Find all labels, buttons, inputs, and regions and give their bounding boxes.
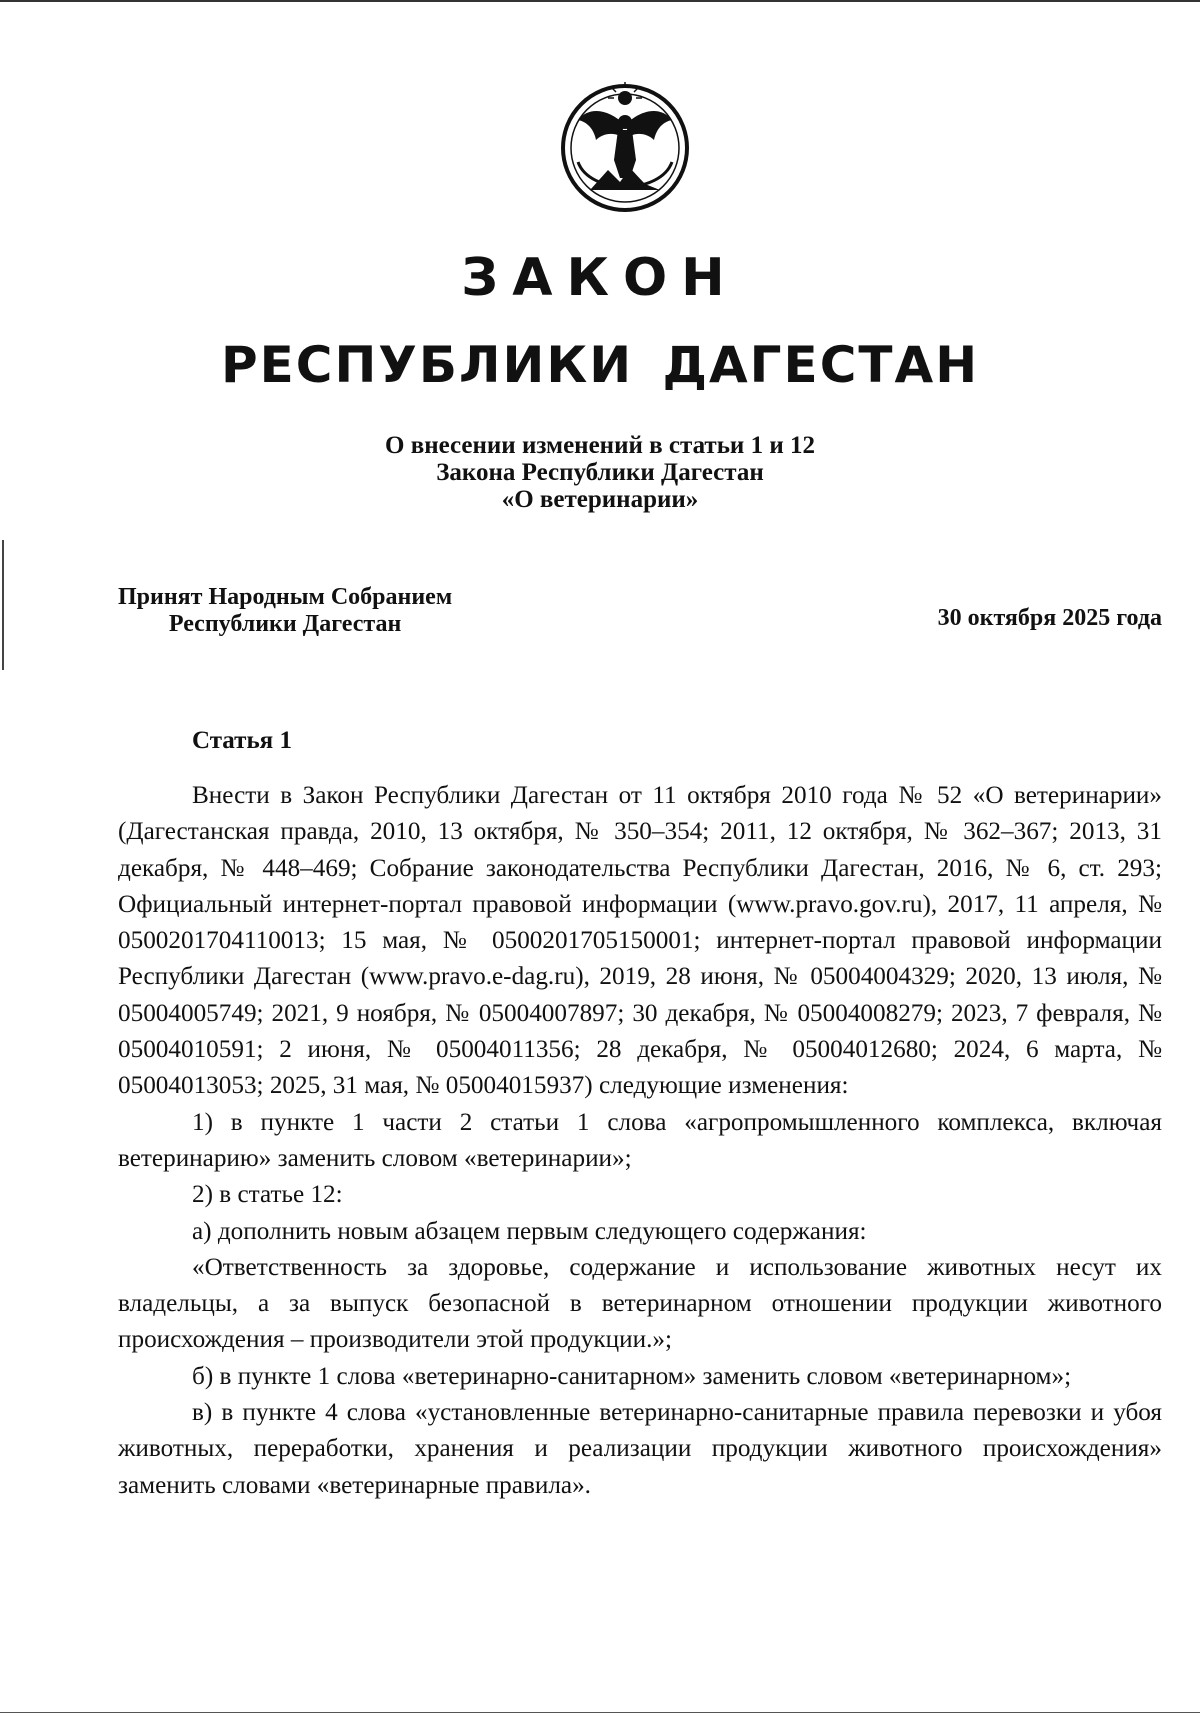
law-name-line: «О ветеринарии» <box>501 486 699 513</box>
adopted-by-line: Республики Дагестан <box>168 611 402 637</box>
article-body <box>118 778 1162 1504</box>
article-paragraph: б) в пункте 1 слова «ветеринарно-санитарном» заменить словом «ветеринарном»; <box>192 1362 1072 1390</box>
scan-left-mark <box>2 540 4 670</box>
law-name-line: Закона Республики Дагестан <box>436 459 764 486</box>
article-paragraph: а) дополнить новым абзацем первым следующего содержания: <box>192 1217 867 1245</box>
article-paragraph: 2) в статье 12: <box>192 1181 343 1209</box>
article-paragraph: «Ответственность за здоровье, содержание и использование животных несут их владельцы, а за выпуск безопасной в ветеринарном отношении продукции животного происхождения – производители этой продукции.»; <box>118 1253 1162 1354</box>
article-paragraph: Внести в Закон Республики Дагестан от 11 октября 2010 года № 52 «О ветеринарии» (Дагестанская правда, 2010, 13 октября, № 350–354; 2011, 12 октября, № 362–367; 2013, 31 декабря, № 448–469; Собрание законодательства Республики Дагестан, 2016, № 6, ст. 293; Официальный интернет-портал правовой информации (www.pravo.gov.ru), 2017, 11 апреля, № 0500201704110013; 15 мая, № 0500201705150001; интернет-портал правовой информации Республики Дагестан (www.pravo.e-dag.ru), 2019, 28 июня, № 05004004329; 2020, 13 июля, № 05004005749; 2021, 9 ноября, № 05004007897; 30 декабря, № 05004008279; 2023, 7 февраля, № 05004010591; 2 июня, № 05004011356; 28 декабря, № 05004012680; 2024, 6 марта, № 05004013053; 2025, 31 мая, № 05004015937) следующие изменения: <box>118 782 1162 1100</box>
scan-bottom-border <box>0 1712 1200 1713</box>
adoption-date: 30 октября 2025 года <box>937 605 1162 631</box>
law-name <box>0 432 1200 513</box>
dagestan-coat-of-arms-icon <box>550 70 700 220</box>
article-paragraph: 1) в пункте 1 части 2 статьи 1 слова «агропромышленного комплекса, включая ветеринарию» заменить словом «ветеринарии»; <box>118 1108 1162 1172</box>
adopted-by-line: Принят Народным Собранием <box>118 584 453 610</box>
article-paragraph: в) в пункте 4 слова «установленные ветеринарно-санитарные правила перевозки и убоя животных, переработки, хранения и реализации продукции животного происхождения» заменить словами «ветеринарные правила». <box>118 1399 1162 1499</box>
document-subtitle: РЕСПУБЛИКИ ДАГЕСТАН <box>220 336 980 394</box>
adopted-by <box>118 584 452 638</box>
article-heading: Статья 1 <box>192 727 292 754</box>
document-title: ЗАКОН <box>461 248 739 308</box>
scan-top-border <box>0 0 1200 2</box>
law-name-line: О внесении изменений в статьи 1 и 12 <box>385 432 815 459</box>
